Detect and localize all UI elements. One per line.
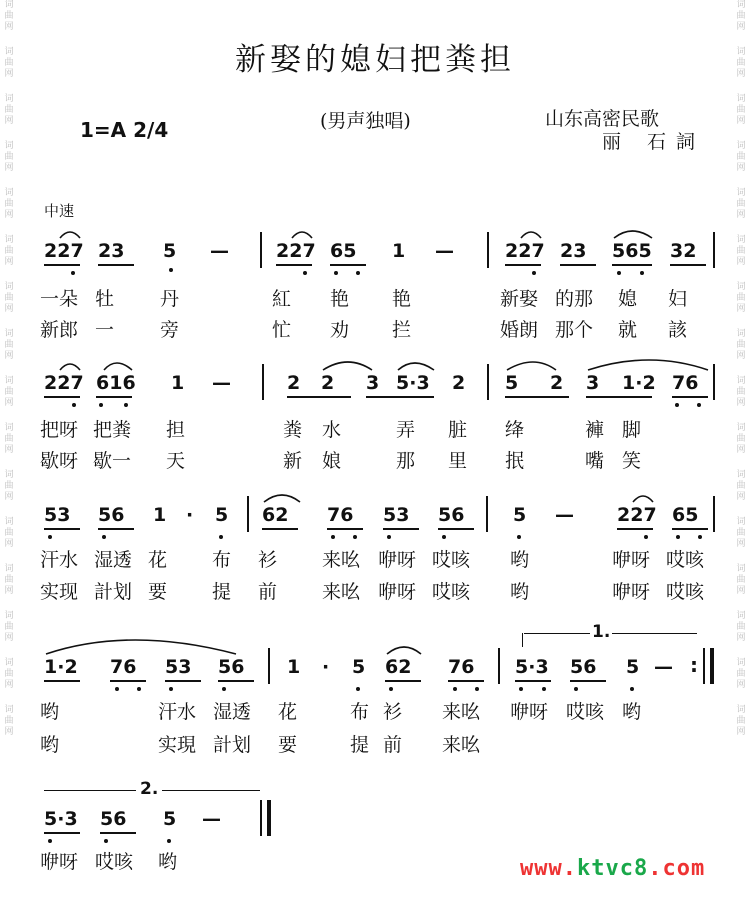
song-title: 新娶的媳妇把粪担 [235,42,515,78]
note-group: 5 [505,372,519,394]
lyric: 的那 [555,288,594,310]
slur [507,362,556,370]
note-group: 227 [276,240,316,262]
lyric: 咿呀 [378,581,417,603]
note-group: 5·3 [515,656,549,678]
lyric: 就 [618,319,638,341]
lyric: 旁 [160,319,180,341]
watermark-text: 词 曲 网 [736,517,746,549]
watermark-text: 词 曲 网 [736,705,746,737]
note-group: 1 [171,372,185,394]
lyric: 新娶 [500,288,539,310]
watermark-text: 词 曲 网 [4,329,14,361]
repeat-dots: : [690,653,698,677]
site-logo [520,856,705,881]
lyric: 一朵 [40,288,79,310]
slur [387,647,421,654]
note-group: 565 [612,240,652,262]
note-group: 53 [165,656,192,678]
watermark-text: 词 曲 网 [736,282,746,314]
slur [46,640,236,654]
lyric: 劝 [330,319,350,341]
song-source: 山东高密民歌 [545,108,660,130]
watermark-text: 词 曲 网 [4,658,14,690]
lyric: 笑 [622,450,642,472]
lyric: 褲 [585,419,605,441]
note-group: 23 [98,240,125,262]
note-group: 5 [163,240,177,262]
lyric: 那个 [555,319,594,341]
lyric: 里 [448,450,468,472]
note-group: 56 [570,656,597,678]
watermark-text: 词 曲 网 [736,141,746,173]
lyric: 婚朗 [500,319,539,341]
slur [398,363,434,370]
note-group: 2 [287,372,301,394]
lyric: 該 [668,319,688,341]
slur [323,362,372,370]
dash: — [654,656,673,678]
lyric: 绛 [505,419,525,441]
dash: — [435,240,454,262]
lyric: 抿 [505,450,525,472]
lyric: 妇 [668,288,688,310]
lyric: 要 [278,734,298,756]
dash: — [555,504,574,526]
lyric: 媳 [618,288,638,310]
watermark-text: 词 曲 网 [4,94,14,126]
note-group: 2 [321,372,335,394]
lyricist-credit: 丽 石詞 [602,131,706,153]
lyric: 脚 [622,419,642,441]
note-group: 1 [153,504,167,526]
lyric: 哟 [510,549,530,571]
lyric: 提 [212,581,232,603]
lyric: 担 [166,419,186,441]
watermark-text: 词 曲 网 [4,705,14,737]
lyric: 汗水 [158,701,197,723]
lyric: 嘴 [585,450,605,472]
note-group: 76 [327,504,354,526]
slur [104,363,132,370]
lyric: 咿呀 [378,549,417,571]
note-group: 56 [98,504,125,526]
lyric: 衫 [258,549,278,571]
lyric: 哟 [158,851,178,873]
lyric: 提 [350,734,370,756]
watermark-text: 词 曲 网 [736,658,746,690]
note-group: 227 [617,504,657,526]
lyric: 来吆 [442,701,481,723]
note-group: 62 [262,504,289,526]
note-group: 62 [385,656,412,678]
watermark-text: 词 曲 网 [4,470,14,502]
lyric: 丹 [160,288,180,310]
lyric: 前 [258,581,278,603]
note-group: 1·2 [622,372,656,394]
tempo-marking: 中速 [44,202,75,220]
logo-domain: .com [648,856,706,881]
note-group: 227 [44,240,84,262]
watermark-text: 词 曲 网 [736,94,746,126]
lyric: 新 [283,450,303,472]
lyric: 脏 [448,419,468,441]
logo-name: ktvc8 [576,856,649,881]
note-group: 53 [383,504,410,526]
lyric: 哎咳 [432,581,471,603]
lyric: 实现 [40,581,79,603]
watermark-text: 词 曲 网 [736,329,746,361]
lyric: 前 [383,734,403,756]
watermark-text: 词 曲 网 [4,282,14,314]
dash: — [202,808,221,830]
lyric: 哎咳 [666,581,705,603]
lyric: 咿呀 [612,549,651,571]
watermark-text: 词 曲 网 [736,423,746,455]
watermark-text: 词 曲 网 [4,517,14,549]
lyric: 那 [396,450,416,472]
second-ending-label: 2. [140,779,159,799]
lyric: 新郎 [40,319,79,341]
lyric: 計划 [213,734,252,756]
watermark-text: 词 曲 网 [736,188,746,220]
lyric: 布 [212,549,232,571]
note-group: 227 [505,240,545,262]
dash: — [210,240,229,262]
watermark-text: 词 曲 网 [4,376,14,408]
watermark-text: 词 曲 网 [4,564,14,596]
slur [588,360,708,370]
lyric: 花 [148,549,168,571]
watermark-text: 词 曲 网 [736,376,746,408]
lyric: 艳 [330,288,350,310]
lyric: 粪 [283,419,303,441]
note-group: 2 [452,372,466,394]
watermark-text: 词 曲 网 [736,47,746,79]
note-group: 76 [110,656,137,678]
note-group: 65 [672,504,699,526]
lyric: 娘 [322,450,342,472]
lyric: 天 [166,450,186,472]
note-group: · [322,656,330,678]
note-group: 5 [352,656,366,678]
lyric: 来吆 [322,549,361,571]
lyric: 实現 [158,734,197,756]
lyric: 哟 [40,734,60,756]
slur [60,232,80,238]
note-group: 56 [100,808,127,830]
note-group: 23 [560,240,587,262]
lyric: 哎咳 [566,701,605,723]
lyric: 水 [322,419,342,441]
note-group: 227 [44,372,84,394]
note-group: 1 [287,656,301,678]
watermark-text: 词 曲 网 [736,470,746,502]
lyric: 把粪 [93,419,132,441]
lyric: 歇一 [93,450,132,472]
watermark-text: 词 曲 网 [4,235,14,267]
note-group: 2 [550,372,564,394]
lyric: 牡 [95,288,115,310]
lyric: 一 [95,319,115,341]
lyric: 艳 [392,288,412,310]
watermark-text: 词 曲 网 [736,235,746,267]
watermark-text: 词 曲 网 [4,47,14,79]
first-ending-label: 1. [592,622,611,642]
note-group: 1 [392,240,406,262]
watermark-text: 词 曲 网 [4,188,14,220]
note-group: 5 [215,504,229,526]
lyric: 歇呀 [40,450,79,472]
lyric: 弄 [396,419,416,441]
note-group: 76 [672,372,699,394]
lyric: 花 [278,701,298,723]
lyric: 咿呀 [510,701,549,723]
watermark-text: 词 曲 网 [4,141,14,173]
logo-www: www. [520,856,577,881]
lyric: 衫 [383,701,403,723]
lyric: 紅 [272,288,292,310]
note-group: 3 [586,372,600,394]
note-group: 5 [163,808,177,830]
lyric: 要 [148,581,168,603]
performer-note: (男声独唱) [320,110,411,132]
note-group: · [186,504,194,526]
lyric: 布 [350,701,370,723]
lyric: 忙 [272,319,292,341]
lyric: 咿呀 [612,581,651,603]
watermark-text: 词 曲 网 [4,611,14,643]
note-group: 5 [513,504,527,526]
note-group: 76 [448,656,475,678]
note-group: 53 [44,504,71,526]
slur [614,231,652,238]
lyric: 哟 [40,701,60,723]
note-group: 1·2 [44,656,78,678]
note-group: 65 [330,240,357,262]
key-signature: 1=A 2/4 [80,118,169,142]
slur [521,232,541,238]
note-group: 3 [366,372,380,394]
lyric: 汗水 [40,549,79,571]
lyric: 哟 [622,701,642,723]
slur [60,364,80,370]
watermark-text: 词 曲 网 [736,564,746,596]
lyric: 哎咳 [432,549,471,571]
note-group: 5 [626,656,640,678]
lyric: 哎咳 [95,851,134,873]
lyric: 湿透 [94,549,133,571]
watermark-text: 词 曲 网 [736,611,746,643]
lyric: 哎咳 [666,549,705,571]
lyric: 哟 [510,581,530,603]
lyric: 来吆 [442,734,481,756]
lyric: 湿透 [213,701,252,723]
watermark-text: 词 曲 网 [4,423,14,455]
note-group: 5·3 [396,372,430,394]
note-group: 56 [218,656,245,678]
note-group: 616 [96,372,136,394]
lyric: 来吆 [322,581,361,603]
lyric: 計划 [94,581,133,603]
slur [264,495,300,502]
watermark-text: 词 曲 网 [4,0,14,32]
lyric: 咿呀 [40,851,79,873]
note-group: 32 [670,240,697,262]
note-group: 5·3 [44,808,78,830]
slur [633,496,653,502]
note-group: 56 [438,504,465,526]
watermark-text: 词 曲 网 [736,0,746,32]
lyric: 拦 [392,319,412,341]
lyric: 把呀 [40,419,79,441]
dash: — [212,372,231,394]
slur [292,232,312,238]
